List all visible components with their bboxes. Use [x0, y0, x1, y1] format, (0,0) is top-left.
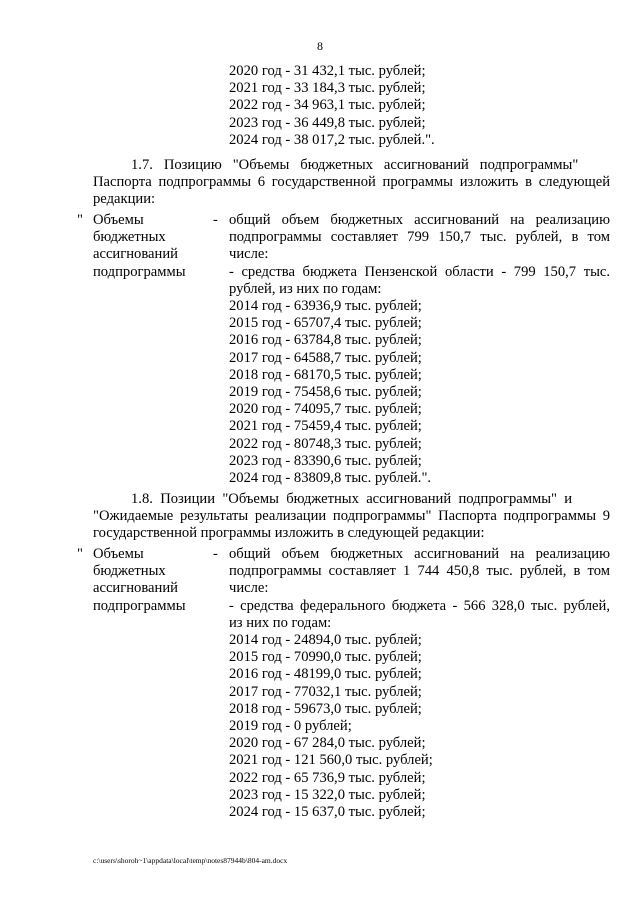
paragraph-1-8	[93, 491, 610, 543]
year-line: 2019 год - 0 рублей;	[229, 718, 352, 735]
dash: -	[213, 212, 218, 228]
paragraph-1-7	[93, 157, 610, 209]
desc-line: числе:	[229, 246, 269, 263]
position-label	[93, 546, 213, 615]
desc-line: общий объем бюджетных ассигнований на реализацию	[229, 546, 610, 562]
position-label	[93, 212, 213, 281]
year-line: 2022 год - 80748,3 тыс. рублей;	[229, 435, 422, 452]
year-line: 2023 год - 83390,6 тыс. рублей;	[229, 452, 422, 469]
position-description	[229, 546, 610, 821]
year-line: 2018 год - 68170,5 тыс. рублей;	[229, 366, 422, 383]
year-line: 2015 год - 70990,0 тыс. рублей;	[229, 649, 422, 666]
paragraph-line: 1.8. Позиции "Объемы бюджетных ассигнований подпрограммы" и	[131, 491, 573, 507]
label-line: Объемы	[93, 212, 144, 228]
year-line: 2019 год - 75458,6 тыс. рублей;	[229, 384, 422, 401]
desc-line: - средства федерального бюджета - 566 328,0 тыс. рублей,	[229, 597, 610, 614]
year-line: 2024 год - 38 017,2 тыс. рублей.".	[229, 131, 435, 148]
label-line: бюджетных	[93, 229, 166, 246]
label-line: Объемы	[93, 546, 144, 562]
label-line: подпрограммы	[93, 597, 186, 614]
year-line: 2020 год - 31 432,1 тыс. рублей;	[229, 63, 426, 79]
year-line: 2017 год - 64588,7 тыс. рублей;	[229, 349, 422, 366]
year-line: 2022 год - 65 736,9 тыс. рублей;	[229, 769, 426, 786]
desc-line: числе:	[229, 580, 269, 597]
year-line: 2024 год - 83809,8 тыс. рублей.".	[229, 470, 432, 487]
year-line: 2016 год - 48199,0 тыс. рублей;	[229, 666, 422, 683]
year-list-top	[229, 63, 435, 149]
opening-quote: "	[77, 212, 83, 228]
year-line: 2022 год - 34 963,1 тыс. рублей;	[229, 97, 426, 114]
year-line: 2014 год - 63936,9 тыс. рублей;	[229, 298, 422, 315]
year-line: 2020 год - 74095,7 тыс. рублей;	[229, 401, 422, 418]
paragraph-line: редакции:	[93, 191, 156, 208]
year-line: 2016 год - 63784,8 тыс. рублей;	[229, 332, 422, 349]
year-line: 2018 год - 59673,0 тыс. рублей;	[229, 700, 422, 717]
year-line: 2024 год - 15 637,0 тыс. рублей;	[229, 804, 426, 821]
desc-line: - средства бюджета Пензенской области - 799 150,7 тыс.	[229, 263, 610, 280]
paragraph-line: Паспорта подпрограммы 6 государственной программы изложить в следующей	[93, 174, 610, 191]
desc-line: рублей, из них по годам:	[229, 280, 382, 297]
year-line: 2023 год - 36 449,8 тыс. рублей;	[229, 114, 426, 131]
year-line: 2020 год - 67 284,0 тыс. рублей;	[229, 735, 426, 752]
footer-file-path: c:\users\shoroh~1\appdata\local\temp\notes87944b\804-am.docx	[93, 856, 288, 865]
desc-line: из них по годам:	[229, 614, 332, 631]
position-description	[229, 212, 610, 487]
label-line: ассигнований	[93, 246, 178, 263]
year-line: 2014 год - 24894,0 тыс. рублей;	[229, 632, 422, 649]
label-line: подпрограммы	[93, 263, 186, 280]
desc-line: подпрограммы составляет 1 744 450,8 тыс. рублей, в том	[229, 563, 610, 580]
label-line: ассигнований	[93, 580, 178, 597]
label-line: бюджетных	[93, 563, 166, 580]
desc-line: общий объем бюджетных ассигнований на реализацию	[229, 212, 610, 228]
year-line: 2021 год - 121 560,0 тыс. рублей;	[229, 752, 433, 769]
year-line: 2017 год - 77032,1 тыс. рублей;	[229, 683, 422, 700]
year-line: 2015 год - 65707,4 тыс. рублей;	[229, 315, 422, 332]
opening-quote: "	[77, 546, 83, 562]
desc-line: подпрограммы составляет 799 150,7 тыс. рублей, в том	[229, 229, 610, 246]
paragraph-line: "Ожидаемые результаты реализации подпрограммы" Паспорта подпрограммы 9	[93, 508, 610, 525]
year-line: 2023 год - 15 322,0 тыс. рублей;	[229, 786, 426, 803]
dash: -	[213, 546, 218, 562]
paragraph-line: государственной программы изложить в следующей редакции:	[93, 525, 485, 542]
year-line: 2021 год - 75459,4 тыс. рублей;	[229, 418, 422, 435]
year-line: 2021 год - 33 184,3 тыс. рублей;	[229, 80, 426, 97]
page-number: 8	[317, 39, 323, 53]
paragraph-line: 1.7. Позицию "Объемы бюджетных ассигнований подпрограммы"	[131, 157, 579, 173]
